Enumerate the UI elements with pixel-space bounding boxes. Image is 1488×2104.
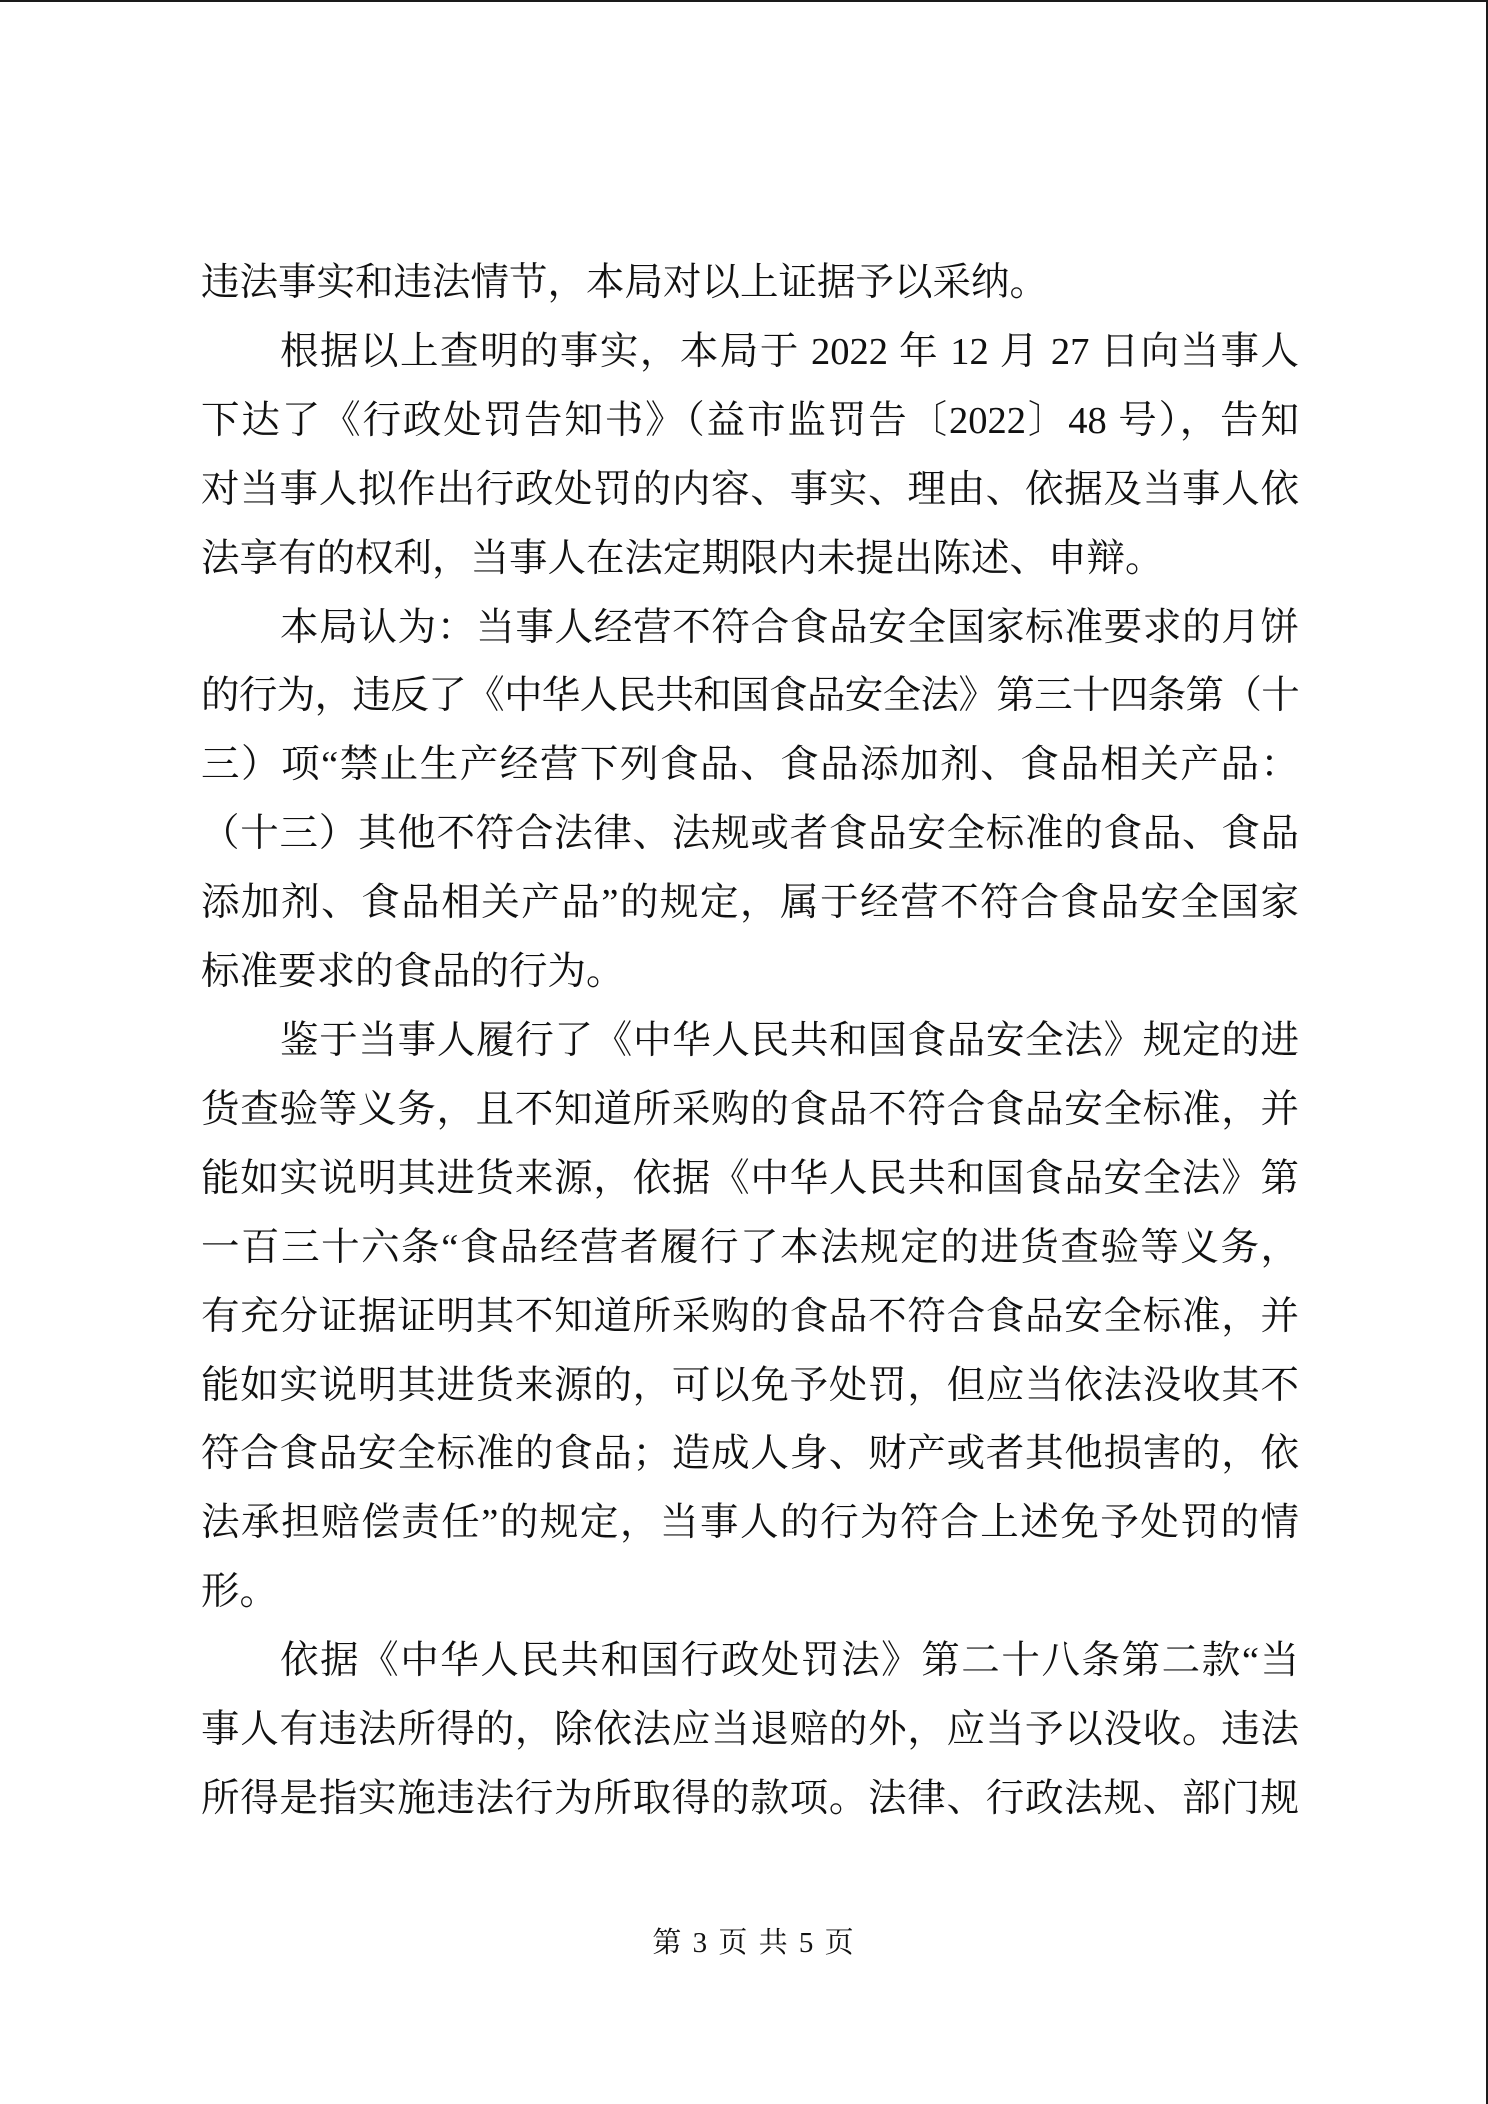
- text-line: 根据以上查明的事实，本局于 2022 年 12 月 27 日向当事人: [280, 330, 1299, 373]
- text-line: 对当事人拟作出行政处罚的内容、事实、理由、依据及当事人依: [201, 468, 1299, 511]
- text-line: 符合食品安全标准的食品；造成人身、财产或者其他损害的，依: [201, 1433, 1299, 1476]
- text-line: 添加剂、食品相关产品”的规定，属于经营不符合食品安全国家: [201, 882, 1299, 925]
- text-line: （十三）其他不符合法律、法规或者食品安全标准的食品、食品: [201, 813, 1299, 856]
- text-line: 法承担赔偿责任”的规定，当事人的行为符合上述免予处罚的情: [201, 1502, 1299, 1545]
- text-line: 一百三十六条“食品经营者履行了本法规定的进货查验等义务，: [201, 1226, 1299, 1269]
- text-line: 能如实说明其进货来源的，可以免予处罚，但应当依法没收其不: [201, 1364, 1299, 1407]
- text-line: 能如实说明其进货来源，依据《中华人民共和国食品安全法》第: [201, 1157, 1299, 1200]
- text-line: 标准要求的食品的行为。: [201, 951, 625, 994]
- text-line: 事人有违法所得的，除依法应当退赔的外，应当予以没收。违法: [201, 1709, 1299, 1752]
- footer-prefix: 第: [652, 1927, 682, 1959]
- text-line: 本局认为：当事人经营不符合食品安全国家标准要求的月饼: [280, 606, 1299, 649]
- text-line: 的行为，违反了《中华人民共和国食品安全法》第三十四条第（十: [201, 675, 1299, 718]
- text-line: 三）项“禁止生产经营下列食品、食品添加剂、食品相关产品：: [201, 744, 1299, 787]
- text-line: 货查验等义务，且不知道所采购的食品不符合食品安全标准，并: [201, 1088, 1299, 1131]
- text-line: 形。: [201, 1571, 279, 1614]
- footer-suffix: 页: [824, 1927, 854, 1959]
- text-line: 鉴于当事人履行了《中华人民共和国食品安全法》规定的进: [280, 1019, 1299, 1062]
- text-line: 下达了《行政处罚告知书》（益市监罚告〔2022〕48 号），告知: [201, 399, 1299, 442]
- current-page-number: 3: [692, 1927, 708, 1959]
- footer-total-prefix: 共: [758, 1927, 788, 1959]
- paragraph: [201, 1627, 1299, 1834]
- paragraph: [201, 249, 1299, 318]
- paragraph: [201, 1007, 1299, 1627]
- text-line: 依据《中华人民共和国行政处罚法》第二十八条第二款“当: [280, 1640, 1299, 1683]
- text-line: 所得是指实施违法行为所取得的款项。法律、行政法规、部门规: [201, 1777, 1299, 1820]
- text-line: 法享有的权利，当事人在法定期限内未提出陈述、申辩。: [201, 537, 1164, 580]
- document-body: [201, 249, 1299, 1834]
- page-footer: [0, 1923, 1488, 1963]
- text-line: 有充分证据证明其不知道所采购的食品不符合食品安全标准，并: [201, 1295, 1299, 1338]
- paragraph: [201, 318, 1299, 594]
- paragraph: [201, 594, 1299, 1007]
- footer-page-word: 页: [718, 1927, 748, 1959]
- total-page-count: 5: [798, 1927, 814, 1959]
- text-line: 违法事实和违法情节，本局对以上证据予以采纳。: [201, 262, 1049, 304]
